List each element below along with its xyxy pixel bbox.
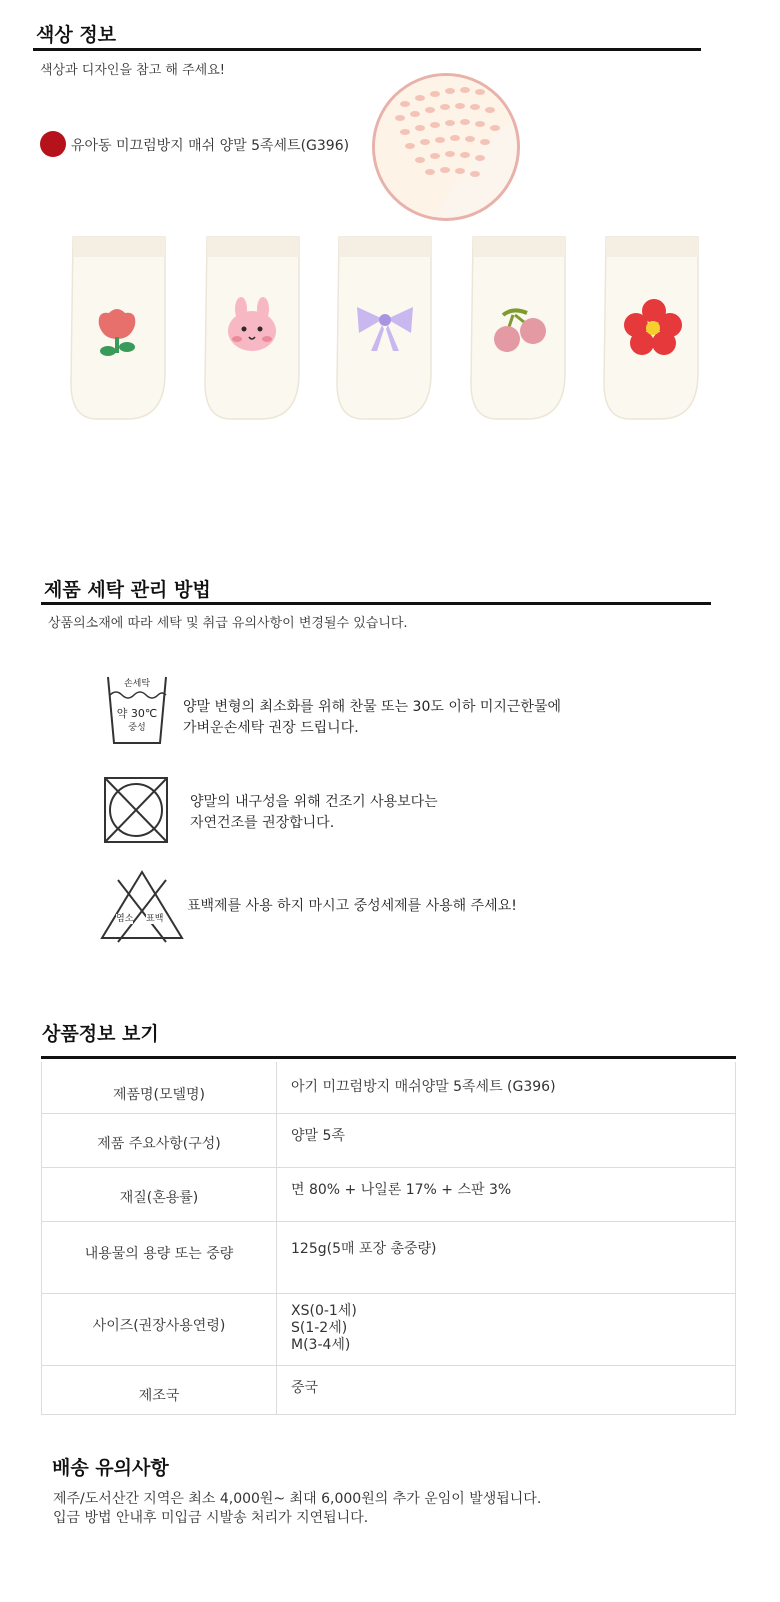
- care-line: 가벼운손세탁 권장 드립니다.: [183, 720, 359, 736]
- table-row: [42, 1222, 736, 1294]
- table-row: [42, 1366, 736, 1415]
- row-value: XS(0-1세): [291, 1303, 357, 1319]
- sock-bunny: [201, 233, 305, 423]
- care-section-subtitle: 상품의소재에 따라 세탁 및 취급 유의사항이 변경될수 있습니다.: [48, 616, 408, 631]
- table-value-cell: [277, 1366, 736, 1415]
- table-label-cell: [42, 1168, 277, 1222]
- table-row: [42, 1168, 736, 1222]
- hand-wash-icon: [106, 673, 168, 749]
- table-row: [42, 1294, 736, 1366]
- row-value: 아기 미끄럼방지 매쉬양말 5족세트 (G396): [291, 1079, 556, 1095]
- hand-wash-detergent: 중성: [128, 723, 146, 733]
- table-value-cell: [277, 1114, 736, 1168]
- table-label-cell: [42, 1062, 277, 1114]
- row-value: 중국: [291, 1380, 319, 1396]
- notice-line: 입금 방법 안내후 미입금 시발송 처리가 지연됩니다.: [53, 1510, 369, 1526]
- section-divider: [41, 602, 711, 605]
- sock-ribbon: [333, 233, 437, 423]
- care-text-drying: [190, 792, 438, 834]
- table-label-cell: [42, 1114, 277, 1168]
- care-line: 자연건조를 권장합니다.: [190, 815, 335, 831]
- row-label: 제조국: [138, 1388, 180, 1404]
- sole-grip-zoom-image: [372, 73, 520, 221]
- table-row: [42, 1114, 736, 1168]
- table-value-cell: [277, 1294, 736, 1366]
- care-line: 표백제를 사용 하지 마시고 중성세제를 사용해 주세요!: [187, 898, 517, 914]
- section-divider: [33, 48, 701, 51]
- care-section-title: 제품 세탁 관리 방법: [44, 579, 211, 601]
- row-value: S(1-2세): [291, 1320, 348, 1336]
- color-section-title: 색상 정보: [36, 24, 117, 46]
- shipping-notice: [53, 1490, 541, 1528]
- row-value: 125g(5매 포장 총중량): [291, 1241, 437, 1257]
- row-label: 내용물의 용량 또는 중량: [84, 1246, 234, 1262]
- notice-line: 제주/도서산간 지역은 최소 4,000원~ 최대 6,000원의 추가 운임이 발생됩니다.: [53, 1491, 542, 1507]
- row-value: 면 80% + 나일론 17% + 스판 3%: [291, 1182, 512, 1198]
- care-line: 양말의 내구성을 위해 건조기 사용보다는: [190, 794, 438, 810]
- sock-cherry: [467, 233, 571, 423]
- care-text-hand-wash: [183, 697, 561, 739]
- hand-wash-label: 손세탁: [123, 679, 151, 689]
- row-label: 제품 주요사항(구성): [97, 1136, 221, 1152]
- color-option-name: 유아동 미끄럼방지 매쉬 양말 5족세트(G396): [71, 138, 350, 154]
- table-value-cell: [277, 1222, 736, 1294]
- care-text-bleach: [187, 896, 517, 917]
- hand-wash-temp: 약 30℃: [116, 707, 158, 720]
- section-divider: [41, 1056, 736, 1059]
- color-section-subtitle: 색상과 디자인을 참고 해 주세요!: [40, 63, 225, 78]
- table-value-cell: [277, 1062, 736, 1114]
- no-bleach-icon: [100, 870, 184, 944]
- row-value: M(3-4세): [291, 1337, 351, 1353]
- sock-tulip: [67, 233, 171, 423]
- info-section-title: 상품정보 보기: [42, 1023, 159, 1045]
- table-label-cell: [42, 1222, 277, 1294]
- product-info-table: [41, 1062, 736, 1415]
- bleach-label-chlorine: 염소: [116, 914, 134, 924]
- row-label: 제품명(모델명): [112, 1087, 206, 1103]
- color-swatch[interactable]: [40, 131, 66, 157]
- row-label: 재질(혼용률): [119, 1190, 199, 1206]
- table-label-cell: [42, 1366, 277, 1415]
- table-label-cell: [42, 1294, 277, 1366]
- bleach-label-bleach: 표백: [146, 914, 164, 924]
- table-value-cell: [277, 1168, 736, 1222]
- shipping-section-title: 배송 유의사항: [52, 1457, 169, 1479]
- tulip-icon: [99, 309, 136, 356]
- care-line: 양말 변형의 최소화를 위해 찬물 또는 30도 이하 미지근한물에: [183, 699, 561, 715]
- table-row: [42, 1062, 736, 1114]
- row-label: 사이즈(권장사용연령): [92, 1318, 226, 1334]
- row-value: 양말 5족: [291, 1128, 345, 1144]
- sock-flower: [600, 233, 704, 423]
- no-tumble-dry-icon: [102, 775, 170, 845]
